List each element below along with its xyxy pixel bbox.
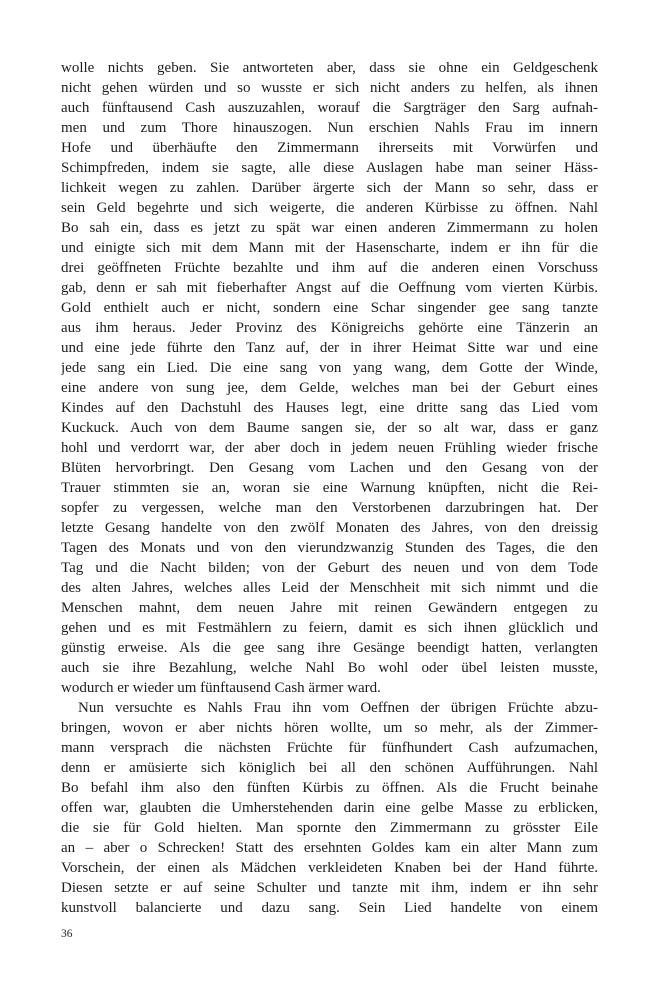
- text-line: letzte Gesang handelte von den zwölf Monaten des Jahres, von den dreissig: [61, 520, 598, 536]
- paragraph-1: [61, 58, 598, 698]
- text-line: Bo sah ein, dass es jetzt zu spät war einen anderen Zimmermann zu holen: [61, 220, 598, 236]
- paragraph-2: [61, 698, 598, 918]
- text-line: bringen, wovon er aber nichts hören wollte, um so mehr, als der Zimmer-: [61, 720, 598, 736]
- text-line: Kuckuck. Auch von dem Baume sangen sie, der so alt war, dass er ganz: [61, 420, 598, 436]
- text-line: die sie für Gold hielten. Man spornte den Zimmermann zu grösster Eile: [61, 820, 598, 836]
- text-line: gehen und es mit Festmählern zu feiern, damit es sich ihnen glücklich und: [61, 620, 598, 636]
- text-line: Trauer stimmten sie an, woran sie eine Warnung knüpften, nicht die Rei-: [61, 480, 598, 496]
- text-line: wodurch er wieder um fünftausend Cash ärmer ward.: [61, 680, 381, 696]
- text-line: hohl und verdorrt war, der aber doch in jedem neuen Frühling wieder frische: [61, 440, 598, 456]
- text-line: Blüten hervorbringt. Den Gesang vom Lachen und den Gesang von der: [61, 460, 598, 476]
- text-line: jede sang ein Lied. Die eine sang von yang wang, dem Gotte der Winde,: [61, 360, 598, 376]
- text-line: aus ihm heraus. Jeder Provinz des Königreichs gehörte eine Tänzerin an: [61, 320, 598, 336]
- text-line: und eine jede führte den Tanz auf, der in ihrer Heimat Sitte war und eine: [61, 340, 598, 356]
- text-line: Nun versuchte es Nahls Frau ihn vom Oeffnen der übrigen Früchte abzu-: [78, 700, 598, 716]
- text-line: Tag und die Nacht bilden; von der Geburt des neuen und von dem Tode: [61, 560, 598, 576]
- text-line: offen war, glaubten die Umherstehenden darin eine gelbe Masse zu erblicken,: [61, 800, 598, 816]
- text-line: Schimpfreden, indem sie sagte, alle diese Auslagen habe man seiner Häss-: [61, 160, 598, 176]
- text-line: mann versprach die nächsten Früchte für fünfhundert Cash aufzumachen,: [61, 740, 598, 756]
- text-line: Diesen setzte er auf seine Schulter und tanzte mit ihm, indem er ihn sehr: [61, 880, 598, 896]
- text-line: Vorschein, der einen als Mädchen verkleideten Knaben bei der Hand führte.: [61, 860, 598, 876]
- text-line: lichkeit wegen zu zahlen. Darüber ärgerte sich der Mann so sehr, dass er: [61, 180, 598, 196]
- text-line: günstig erweise. Als die gee sang ihre Gesänge beendigt hatten, verlangten: [61, 640, 598, 656]
- text-line: Bo befahl ihm also den fünften Kürbis zu öffnen. Als die Frucht beinahe: [61, 780, 598, 796]
- text-line: sopfer zu vergessen, welche man den Verstorbenen darzubringen hat. Der: [61, 500, 598, 516]
- text-line: Tagen des Monats und von den vierundzwanzig Stunden des Tages, die den: [61, 540, 598, 556]
- text-line: eine andere von sung jee, dem Gelde, welches man bei der Geburt eines: [61, 380, 598, 396]
- page-number: 36: [61, 928, 73, 940]
- text-line: Kindes auf den Dachstuhl des Hauses legt, eine dritte sang das Lied vom: [61, 400, 598, 416]
- text-line: men und zum Thore hinauszogen. Nun erschien Nahls Frau im innern: [61, 120, 598, 136]
- text-line: kunstvoll balancierte und dazu sang. Sein Lied handelte von einem: [61, 900, 598, 916]
- text-line: Menschen mahnt, dem neuen Jahre mit reinen Gewändern entgegen zu: [61, 600, 598, 616]
- text-line: gab, denn er sah mit fieberhafter Angst auf die Oeffnung vom vierten Kürbis.: [61, 280, 598, 296]
- text-line: wolle nichts geben. Sie antworteten aber, dass sie ohne ein Geldgeschenk: [61, 60, 598, 76]
- body-text: [61, 58, 598, 918]
- text-line: nicht gehen würden und so wusste er sich nicht anders zu helfen, als ihnen: [61, 80, 598, 96]
- text-line: denn er amüsierte sich königlich bei all den schönen Aufführungen. Nahl: [61, 760, 598, 776]
- text-line: auch fünftausend Cash auszuzahlen, worauf die Sargträger den Sarg aufnah-: [61, 100, 598, 116]
- text-line: an – aber o Schrecken! Statt des ersehnten Goldes kam ein alter Mann zum: [61, 840, 598, 856]
- text-line: drei geöffneten Früchte bezahlte und ihm auf die anderen einen Vorschuss: [61, 260, 598, 276]
- text-line: sein Geld begehrte und sich weigerte, die anderen Kürbisse zu öffnen. Nahl: [61, 200, 598, 216]
- text-line: auch sie ihre Bezahlung, welche Nahl Bo wohl oder übel leisten musste,: [61, 660, 598, 676]
- text-line: Hofe und überhäufte den Zimmermann ihrerseits mit Vorwürfen und: [61, 140, 598, 156]
- text-line: Gold enthielt auch er nicht, sondern eine Schar singender gee sang tanzte: [61, 300, 598, 316]
- text-line: des alten Jahres, welches alles Leid der Menschheit mit sich nimmt und die: [61, 580, 598, 596]
- text-line: und einigte sich mit dem Mann mit der Hasenscharte, indem er ihn für die: [61, 240, 598, 256]
